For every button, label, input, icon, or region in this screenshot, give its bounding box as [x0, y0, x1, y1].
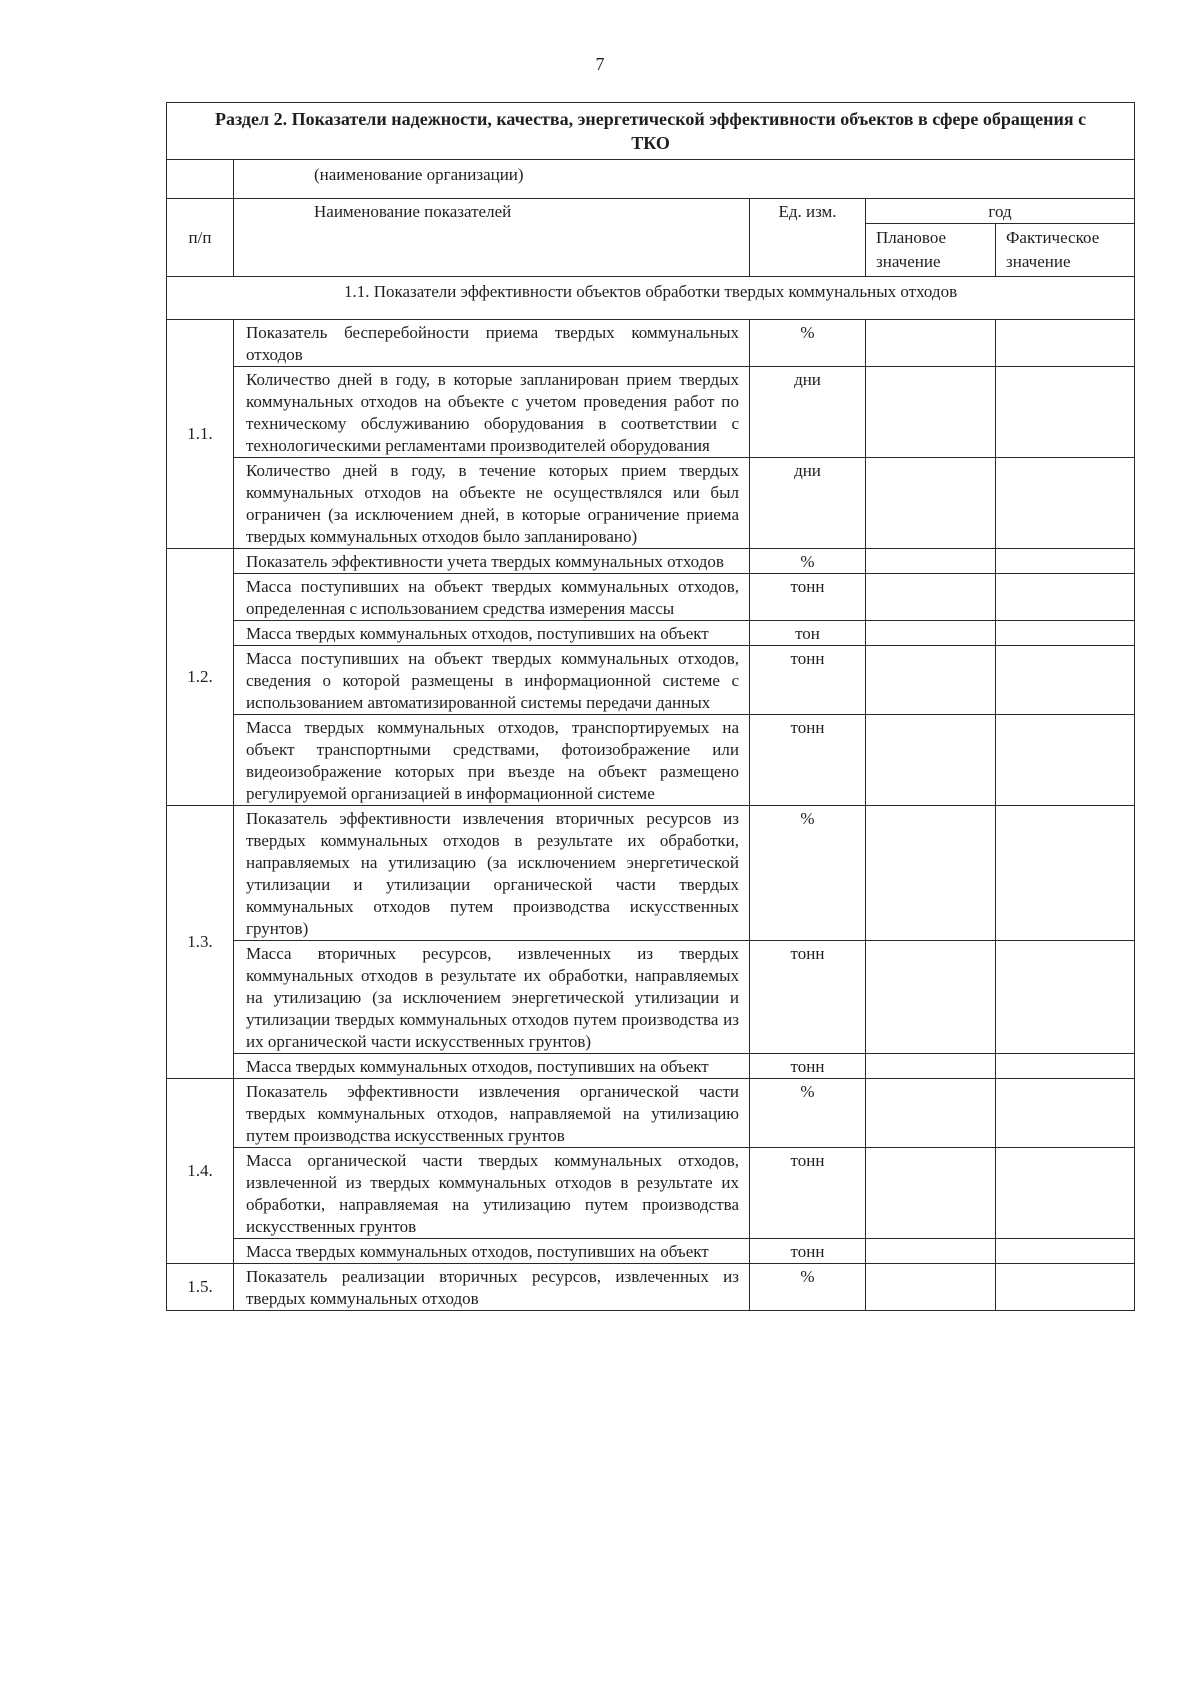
- subsection-row: [167, 277, 1135, 320]
- indicator-description: Масса органической части твердых коммунальных отходов, извлеченной из твердых коммунальных отходов в результате их обработки, направляемая на утилизацию путем производства искусственных грунтов: [234, 1148, 750, 1239]
- header-name: Наименование показателей: [234, 199, 750, 277]
- indicators-table: [166, 102, 1135, 1311]
- indicator-row: [167, 621, 1135, 646]
- actual-value-cell[interactable]: [996, 574, 1135, 621]
- planned-value-cell[interactable]: [866, 549, 996, 574]
- indicator-row: [167, 1264, 1135, 1311]
- indicator-unit: тонн: [750, 1148, 866, 1239]
- indicator-description: Масса твердых коммунальных отходов, поступивших на объект: [234, 1054, 750, 1079]
- indicator-row: [167, 715, 1135, 806]
- indicator-unit: %: [750, 549, 866, 574]
- header-actual: Фактическое значение: [996, 224, 1135, 277]
- actual-value-cell[interactable]: [996, 646, 1135, 715]
- indicator-row: [167, 320, 1135, 367]
- org-name-row: [167, 160, 1135, 199]
- indicator-row: [167, 458, 1135, 549]
- indicator-unit: %: [750, 320, 866, 367]
- indicator-unit: тонн: [750, 1054, 866, 1079]
- header-unit: Ед. изм.: [750, 199, 866, 277]
- planned-value-cell[interactable]: [866, 1264, 996, 1311]
- planned-value-cell[interactable]: [866, 574, 996, 621]
- indicator-row: [167, 806, 1135, 941]
- planned-value-cell[interactable]: [866, 941, 996, 1054]
- indicator-unit: тонн: [750, 574, 866, 621]
- subsection-title: 1.1. Показатели эффективности объектов обработки твердых коммунальных отходов: [167, 277, 1135, 320]
- header-pp: п/п: [167, 199, 234, 277]
- indicator-description: Показатель бесперебойности приема твердых коммунальных отходов: [234, 320, 750, 367]
- org-name-spacer-cell: [167, 160, 234, 199]
- indicator-unit: %: [750, 1264, 866, 1311]
- header-year: год: [866, 199, 1135, 224]
- indicator-description: Масса поступивших на объект твердых коммунальных отходов, определенная с использованием средства измерения массы: [234, 574, 750, 621]
- org-name-label: (наименование организации): [234, 160, 1135, 199]
- group-number: 1.5.: [167, 1264, 234, 1311]
- actual-value-cell[interactable]: [996, 806, 1135, 941]
- actual-value-cell[interactable]: [996, 1264, 1135, 1311]
- actual-value-cell[interactable]: [996, 320, 1135, 367]
- group-number: 1.3.: [167, 806, 234, 1079]
- actual-value-cell[interactable]: [996, 621, 1135, 646]
- actual-value-cell[interactable]: [996, 1239, 1135, 1264]
- indicator-unit: %: [750, 1079, 866, 1148]
- planned-value-cell[interactable]: [866, 367, 996, 458]
- indicator-unit: тон: [750, 621, 866, 646]
- indicator-row: [167, 1079, 1135, 1148]
- actual-value-cell[interactable]: [996, 367, 1135, 458]
- planned-value-cell[interactable]: [866, 621, 996, 646]
- indicator-unit: тонн: [750, 1239, 866, 1264]
- actual-value-cell[interactable]: [996, 1079, 1135, 1148]
- page-number: 7: [595, 54, 605, 74]
- indicator-row: [167, 367, 1135, 458]
- indicator-row: [167, 1148, 1135, 1239]
- indicator-description: Показатель эффективности извлечения вторичных ресурсов из твердых коммунальных отходов в результате их обработки, направляемых на утилизацию (за исключением энергетической утилизации и утилизации органической части твердых коммунальных отходов путем производства искусственных грунтов): [234, 806, 750, 941]
- indicator-row: [167, 1239, 1135, 1264]
- actual-value-cell[interactable]: [996, 1148, 1135, 1239]
- indicator-unit: тонн: [750, 941, 866, 1054]
- indicator-row: [167, 941, 1135, 1054]
- indicator-unit: тонн: [750, 715, 866, 806]
- indicator-description: Масса вторичных ресурсов, извлеченных из твердых коммунальных отходов в результате их обработки, направляемых на утилизацию (за исключением энергетической утилизации и утилизации твердых коммунальных отходов путем производства из их органической части искусственных грунтов): [234, 941, 750, 1054]
- indicator-unit: тонн: [750, 646, 866, 715]
- indicator-row: [167, 549, 1135, 574]
- planned-value-cell[interactable]: [866, 806, 996, 941]
- section-title: Раздел 2. Показатели надежности, качества, энергетической эффективности объектов в сфере обращения с ТКО: [167, 103, 1135, 160]
- actual-value-cell[interactable]: [996, 715, 1135, 806]
- indicator-description: Масса твердых коммунальных отходов, поступивших на объект: [234, 1239, 750, 1264]
- section-title-row: [167, 103, 1135, 160]
- planned-value-cell[interactable]: [866, 320, 996, 367]
- indicator-description: Показатель эффективности учета твердых коммунальных отходов: [234, 549, 750, 574]
- actual-value-cell[interactable]: [996, 458, 1135, 549]
- group-number: 1.1.: [167, 320, 234, 549]
- indicator-unit: %: [750, 806, 866, 941]
- indicator-row: [167, 1054, 1135, 1079]
- planned-value-cell[interactable]: [866, 1079, 996, 1148]
- indicator-description: Масса твердых коммунальных отходов, транспортируемых на объект транспортными средствами, фотоизображение или видеоизображение которых при въезде на объект размещено регулируемой организацией в информационной системе: [234, 715, 750, 806]
- indicator-description: Количество дней в году, в которые запланирован прием твердых коммунальных отходов на объекте с учетом проведения работ по техническому обслуживанию оборудования в соответствии с технологическими регламентами производителей оборудования: [234, 367, 750, 458]
- indicator-unit: дни: [750, 458, 866, 549]
- header-planned: Плановое значение: [866, 224, 996, 277]
- indicator-description: Масса твердых коммунальных отходов, поступивших на объект: [234, 621, 750, 646]
- header-row-1: [167, 199, 1135, 224]
- planned-value-cell[interactable]: [866, 1148, 996, 1239]
- indicator-row: [167, 574, 1135, 621]
- actual-value-cell[interactable]: [996, 549, 1135, 574]
- group-number: 1.4.: [167, 1079, 234, 1264]
- indicator-description: Количество дней в году, в течение которых прием твердых коммунальных отходов на объекте не осуществлялся или был ограничен (за исключением дней, в которые ограничение приема твердых коммунальных отходов было запланировано): [234, 458, 750, 549]
- indicator-description: Показатель эффективности извлечения органической части твердых коммунальных отходов, направляемой на утилизацию путем производства искусственных грунтов: [234, 1079, 750, 1148]
- group-number: 1.2.: [167, 549, 234, 806]
- planned-value-cell[interactable]: [866, 715, 996, 806]
- actual-value-cell[interactable]: [996, 1054, 1135, 1079]
- planned-value-cell[interactable]: [866, 458, 996, 549]
- indicator-row: [167, 646, 1135, 715]
- actual-value-cell[interactable]: [996, 941, 1135, 1054]
- indicator-description: Масса поступивших на объект твердых коммунальных отходов, сведения о которой размещены в информационной системе с использованием автоматизированной системы передачи данных: [234, 646, 750, 715]
- indicator-description: Показатель реализации вторичных ресурсов, извлеченных из твердых коммунальных отходов: [234, 1264, 750, 1311]
- indicator-unit: дни: [750, 367, 866, 458]
- planned-value-cell[interactable]: [866, 1054, 996, 1079]
- planned-value-cell[interactable]: [866, 1239, 996, 1264]
- planned-value-cell[interactable]: [866, 646, 996, 715]
